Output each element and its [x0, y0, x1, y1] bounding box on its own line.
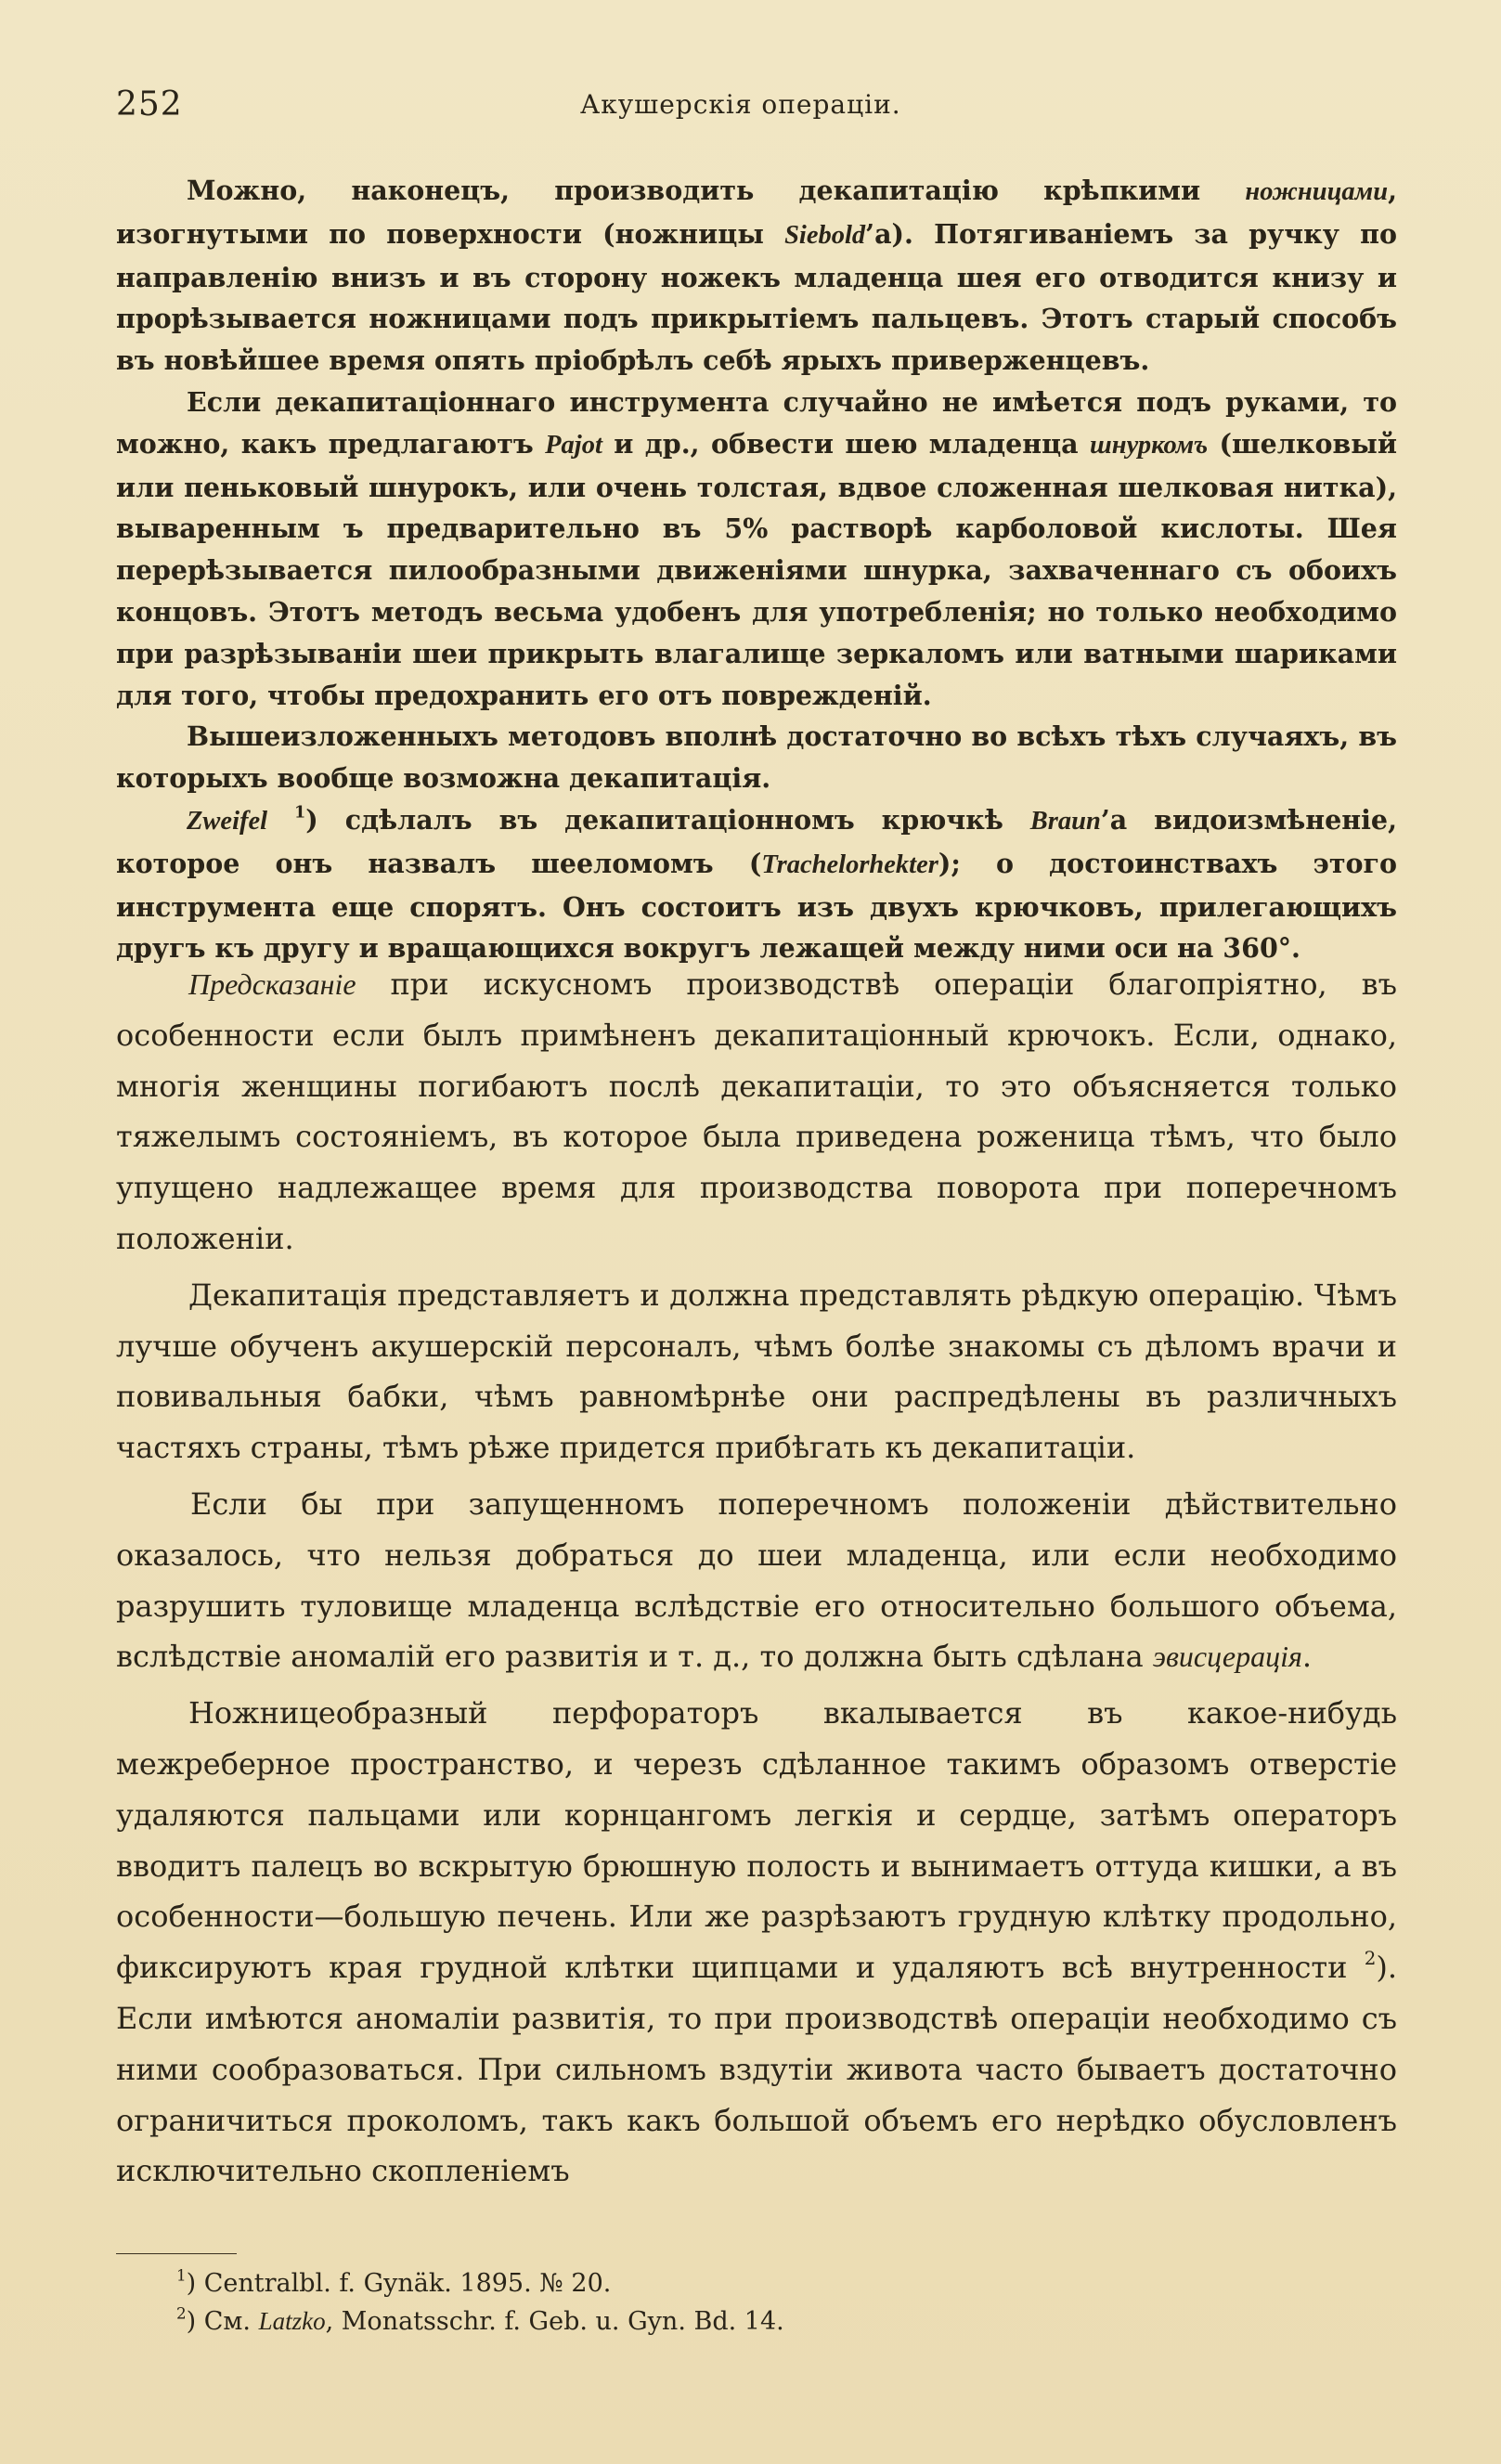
footnote-2: $^2$) См. Latzko, Monatsschr. f. Geb. u. Gyn. Bd. 14.: [176, 2303, 784, 2336]
paragraph: Можно, наконецъ, производить декапитацію крѣпкими ножницами, изогнутыми по поверхности (ножницы Siebold’а). Потягиваніемъ за ручку по направленію внизъ и въ сторону ножекъ младенца шея его отводится книзу и прорѣзывается ножницами подъ прикрытіемъ пальцевъ. Этотъ старый способъ въ новѣйшее время опять пріобрѣлъ себѣ ярыхъ приверженцевъ.: [116, 175, 1397, 377]
footnote-ref: 2: [1364, 1948, 1377, 1970]
paragraph: Если декапитаціоннаго инструмента случайно не имѣется подъ руками, то можно, какъ предлагаютъ Pajot и др., обвести шею младенца шнуркомъ (шелковый или пеньковый шнурокъ, или очень толстая, вдвое сложенная шелковая нитка), вываренным ъ предварительно въ 5% растворѣ карболовой кислоты. Шея перерѣзывается пилообразными движеніями шнурка, захваченнаго съ обоихъ концовъ. Этотъ методъ весьма удобенъ для употребленія; но только необходимо при разрѣзываніи шеи прикрыть влагалище зеркаломъ или ватными шариками для того, чтобы предохранить его отъ поврежденій.: [116, 385, 1397, 711]
running-title: Акушерскія операціи.: [580, 89, 901, 120]
main-text-section: [116, 959, 1397, 2202]
paragraph: Если бы при запущенномъ поперечномъ положеніи дѣйствительно оказалось, что нельзя добраться до шеи младенца, или если необходимо разрушить туловище младенца вслѣдствіе его относительно большого объема, вслѣдствіе аномалій его развитія и т. д., то должна быть сдѣлана эвисцерація.: [116, 1485, 1397, 1675]
small-print-section: [116, 170, 1397, 969]
paragraph: Предсказаніе при искусномъ производствѣ операціи благопріятно, въ особенности если былъ примѣненъ декапитаціонный крючокъ. Если, однако, многія женщины погибаютъ послѣ декапитаціи, то это объясняется только тяжелымъ состояніемъ, въ которое была приведена роженица тѣмъ, что было упущено надлежащее время для производства поворота при поперечномъ положеніи.: [116, 966, 1397, 1256]
footnotes: [176, 2265, 1290, 2341]
paragraph: Zweifel $^1$) сдѣлалъ въ декапитаціонномъ крючкѣ Braun’а видоизмѣненіе, которое онъ назвалъ шееломомъ (Trachelorhekter); о достоинствахъ этого инструмента еще спорятъ. Онъ состоитъ изъ двухъ крючковъ, прилегающихъ другъ къ другу и вращающихся вокругъ лежащей между ними оси на 360°.: [116, 802, 1398, 965]
footnote-divider: [116, 2253, 237, 2254]
paragraph: Декапитація представляетъ и должна представлять рѣдкую операцію. Чѣмъ лучше обученъ акушерскій персоналъ, чѣмъ болѣе знакомы съ дѣломъ врачи и повивальныя бабки, чѣмъ равномѣрнѣе они распредѣлены въ различныхъ частяхъ страны, тѣмъ рѣже придется прибѣгать къ декапитаціи.: [116, 1277, 1397, 1466]
footnote-1: $^1$) Centralbl. f. Gynäk. 1895. № 20.: [176, 2265, 612, 2298]
page-number: 252: [116, 85, 183, 123]
paragraph: Вышеизложенныхъ методовъ вполнѣ достаточно во всѣхъ тѣхъ случаяхъ, въ которыхъ вообще возможна декапитація.: [116, 720, 1397, 795]
page-header: [116, 85, 1397, 132]
paragraph: Ножницеобразный перфораторъ вкалывается въ какое-нибудь межреберное пространство, и черезъ сдѣланное такимъ образомъ отверстіе удаляются пальцами или корнцангомъ легкія и сердце, затѣмъ операторъ вводитъ палецъ во вскрытую брюшную полость и вынимаетъ оттуда кишки, а въ особенности—большую печень. Или же разрѣзаютъ грудную клѣтку продольно, фиксируютъ края грудной клѣтки щипцами и удаляютъ всѣ внутренности $^2$). Если имѣются аномаліи развитія, то при производствѣ операціи необходимо съ ними сообразоваться. При сильномъ вздутіи живота часто бываетъ достаточно ограничиться проколомъ, такъ какъ большой объемъ его нерѣдко обусловленъ исключительно скопленіемъ: [116, 1695, 1397, 2189]
footnote-ref: 1: [294, 802, 306, 823]
